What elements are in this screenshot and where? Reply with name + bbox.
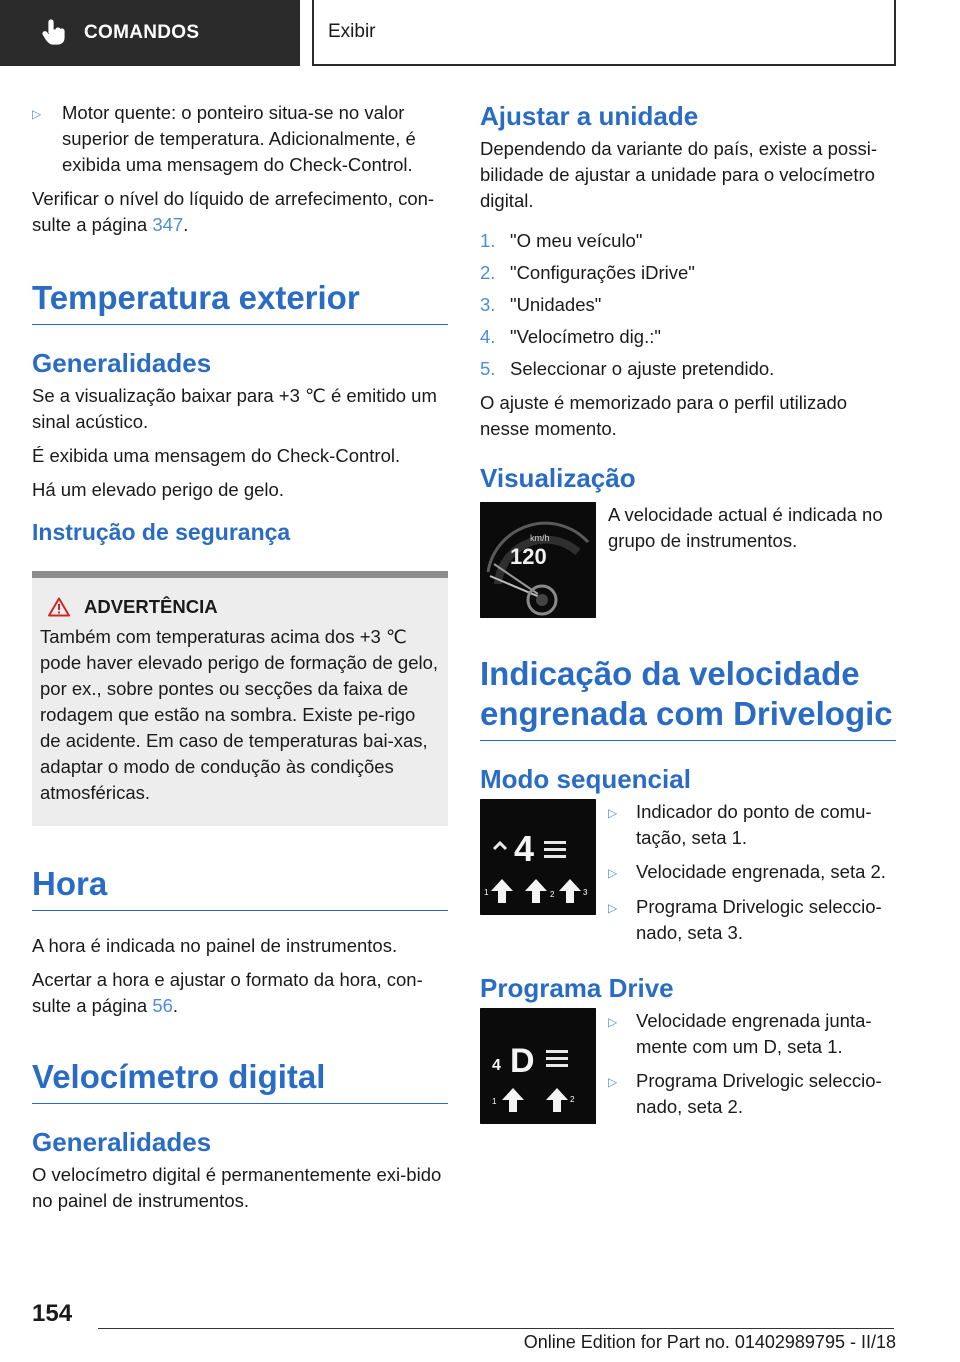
paragraph: O ajuste é memorizado para o perfil utilizado nesse momento. [480, 392, 848, 439]
heading-digital-speedometer: Velocímetro digital [32, 1057, 448, 1104]
drive-figure-row [480, 1008, 896, 1128]
paragraph: Dependendo da variante do país, existe a possi-bilidade de ajustar a unidade para o velocímetro digital. [480, 138, 877, 211]
triangle-bullet-icon: ▷ [32, 107, 42, 121]
warning-box [32, 571, 448, 826]
warning-triangle-icon [48, 597, 70, 617]
step-item: 5. Seleccionar o ajuste pretendido. [480, 358, 775, 379]
paragraph: A hora é indicada no painel de instrumentos. [32, 935, 398, 956]
warning-text: Também com temperaturas acima dos +3 ℃ pode haver elevado perigo de formação de gelo, por ex., sobre pontes ou secções da faixa de rodagem que estão na sombra. Existe pe-rigo de acidente. Em caso de temperaturas bai-xas, adaptar o modo de condução às condições atmosféricas. [40, 626, 439, 803]
digital-speedometer-image [480, 502, 596, 618]
heading-safety: Instrução de segurança [32, 519, 291, 545]
paragraph: É exibida uma mensagem do Check-Control. [32, 445, 401, 466]
sequential-gear-image [480, 799, 596, 915]
page-number: 154 [32, 1300, 73, 1327]
page-link-56[interactable]: 56 [152, 995, 173, 1016]
footer-divider [98, 1328, 894, 1329]
page-link-347[interactable]: 347 [152, 214, 184, 235]
list-item: ▷ Programa Drivelogic seleccio-nado, seta 3. [608, 894, 896, 946]
step-item: 4. "Velocímetro dig.:" [480, 326, 661, 347]
paragraph: A velocidade actual é indicada no grupo de instrumentos. [608, 504, 883, 551]
heading-drive-program: Programa Drive [480, 973, 674, 1003]
triangle-bullet-icon: ▷ [608, 1075, 618, 1089]
list-item: ▷ Velocidade engrenada, seta 2. [608, 859, 896, 886]
svg-text:120: 120 [510, 544, 547, 569]
heading-general: Generalidades [32, 1127, 212, 1157]
right-column [480, 100, 896, 1138]
paragraph: O velocímetro digital é permanentemente exi-bido no painel de instrumentos. [32, 1164, 442, 1211]
paragraph: Acertar a hora e ajustar o formato da hora, con-sulte a página 56. [32, 969, 423, 1016]
section-tab-label: Exibir [328, 21, 376, 42]
drive-gear-image [480, 1008, 596, 1124]
list-item: ▷ Indicador do ponto de comu-tação, seta 1. [608, 799, 896, 851]
speedometer-figure-row [480, 502, 896, 618]
heading-display: Visualização [480, 463, 636, 493]
steps-list [480, 228, 896, 382]
heading-sequential-mode: Modo sequencial [480, 764, 691, 794]
paragraph: Há um elevado perigo de gelo. [32, 479, 284, 500]
left-column [32, 100, 448, 1222]
sequential-figure-row [480, 799, 896, 954]
step-item: 3. "Unidades" [480, 294, 602, 315]
heading-gear-indicator: Indicação da velocidade engrenada com Drivelogic [480, 654, 896, 741]
svg-text:2: 2 [550, 890, 555, 899]
svg-text:1: 1 [484, 888, 489, 897]
heading-adjust-unit: Ajustar a unidade [480, 101, 699, 131]
step-item: 1. "O meu veículo" [480, 230, 643, 251]
page-header [0, 0, 960, 66]
section-tab[interactable] [312, 0, 896, 66]
svg-text:2: 2 [570, 1095, 575, 1104]
svg-text:4: 4 [514, 828, 535, 869]
check-paragraph: Verificar o nível do líquido de arrefecimento, con-sulte a página 347. [32, 188, 435, 235]
hand-pointer-icon [40, 19, 68, 47]
list-item: ▷ Programa Drivelogic seleccio-nado, seta 2. [608, 1068, 896, 1120]
triangle-bullet-icon: ▷ [608, 1015, 618, 1029]
list-item: ▷ Motor quente: o ponteiro situa-se no valor superior de temperatura. Adicionalmente, é exibida uma mensagem do Check-Control. [32, 100, 448, 178]
warning-title: ADVERTÊNCIA [40, 596, 440, 618]
paragraph: Se a visualização baixar para +3 ℃ é emitido um sinal acústico. [32, 385, 437, 432]
svg-text:D: D [510, 1042, 535, 1080]
list-item: ▷ Velocidade engrenada junta-mente com um D, seta 1. [608, 1008, 896, 1060]
triangle-bullet-icon: ▷ [608, 901, 618, 915]
heading-time: Hora [32, 864, 448, 911]
commands-tab-label: COMANDOS [84, 22, 200, 43]
page-footer [0, 1290, 960, 1362]
heading-general: Generalidades [32, 348, 212, 378]
svg-text:km/h: km/h [530, 533, 550, 543]
edition-text: Online Edition for Part no. 01402989795 - II/18 [523, 1332, 896, 1352]
svg-text:3: 3 [583, 888, 588, 897]
svg-text:1: 1 [492, 1097, 497, 1106]
step-item: 2. "Configurações iDrive" [480, 262, 695, 283]
commands-tab[interactable] [0, 0, 300, 66]
heading-outside-temperature: Temperatura exterior [32, 278, 448, 325]
triangle-bullet-icon: ▷ [608, 806, 618, 820]
svg-text:4: 4 [492, 1057, 501, 1074]
triangle-bullet-icon: ▷ [608, 866, 618, 880]
